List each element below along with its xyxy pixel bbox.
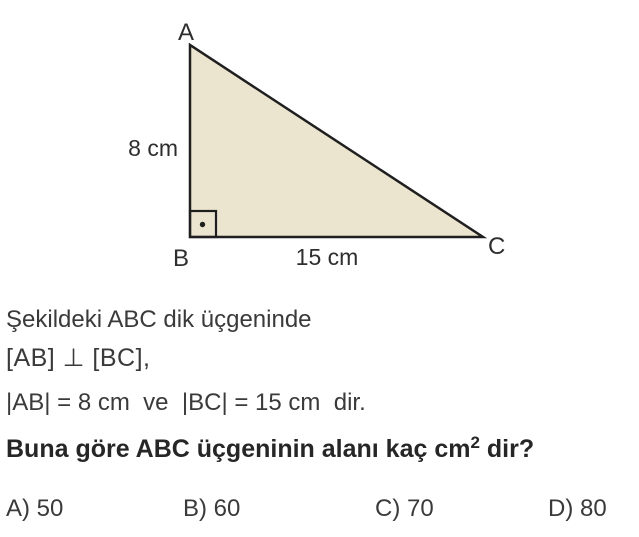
vertex-b-label: B [172,245,190,272]
option-a[interactable]: A) 50 [6,495,64,522]
question-prompt-text: Buna göre ABC üçgeninin alanı kaç cm [6,435,471,463]
option-c[interactable]: C) 70 [375,495,434,522]
question-prompt-suffix: dir? [479,435,535,463]
side-ab-length-label: 8 cm [128,135,178,161]
question-line-1: Şekildeki ABC dik üçgeninde [6,306,312,333]
option-d[interactable]: D) 80 [548,495,607,522]
options-row [0,495,639,525]
side-bc-length-label: 15 cm [295,244,359,270]
question-line-2-perpendicular-notation: [AB] ⊥ [BC], [6,344,151,372]
question-prompt-superscript: 2 [470,433,480,452]
option-b[interactable]: B) 60 [183,495,241,522]
vertex-c-label: C [488,233,506,260]
right-angle-dot [200,222,205,227]
vertex-a-label: A [177,19,195,46]
question-prompt [6,433,534,464]
triangle-shape [190,45,483,237]
question-line-3-lengths-notation: |AB| = 8 cm ve |BC| = 15 cm dir. [6,389,366,416]
